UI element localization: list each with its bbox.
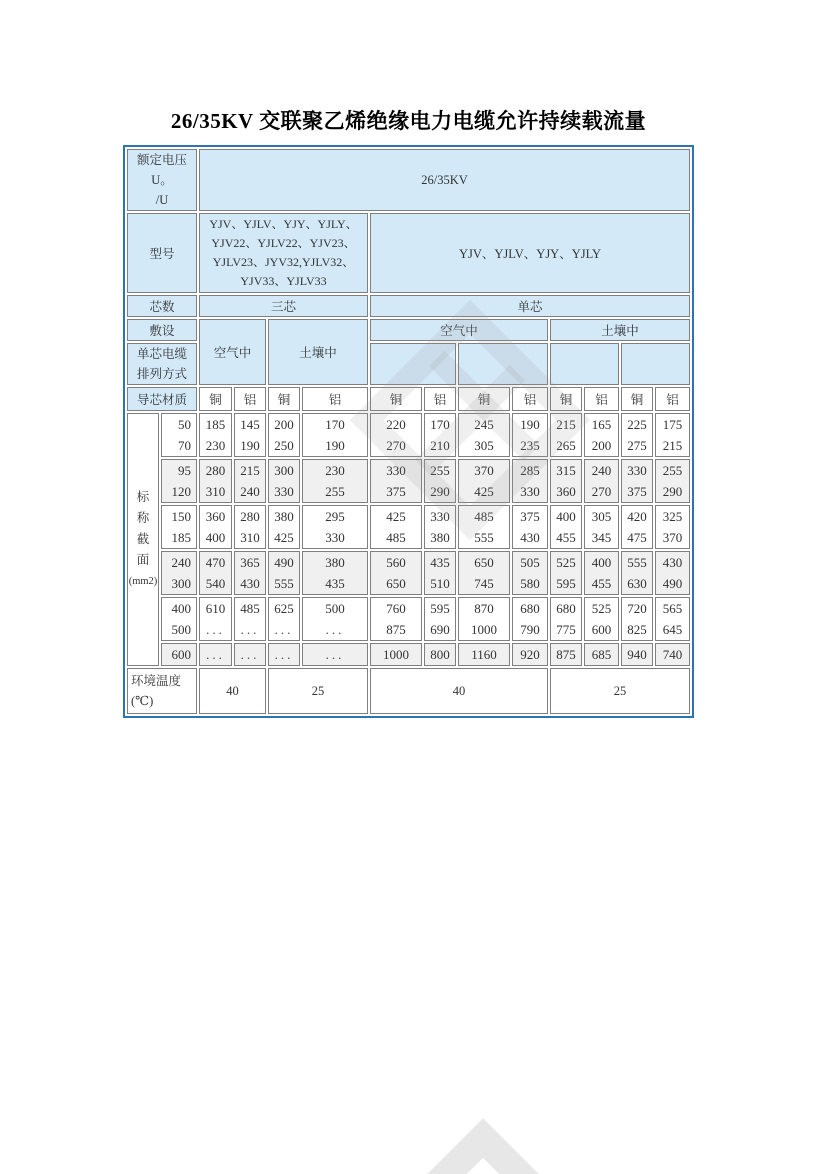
ampacity-value: 375	[627, 484, 647, 499]
ampacity-cell	[458, 413, 510, 457]
ampacity-value: 500	[325, 601, 345, 616]
ampacity-cell	[268, 505, 300, 549]
cores-single: 单芯	[370, 295, 690, 317]
ampacity-cell	[621, 551, 653, 595]
ampacity-cell	[550, 505, 582, 549]
ampacity-value: 360	[205, 509, 226, 524]
laying-three-core-air: 空气中	[199, 319, 266, 385]
ampacity-value: 270	[386, 438, 406, 453]
ampacity-value: 255	[430, 463, 450, 478]
ampacity-value: 455	[591, 576, 612, 591]
ampacity-cell	[584, 597, 619, 641]
ampacity-cell	[621, 597, 653, 641]
ampacity-value: 330	[520, 484, 540, 499]
ampacity-cell	[370, 551, 422, 595]
ampacity-value: 430	[662, 555, 683, 570]
ampacity-value: 285	[520, 463, 540, 478]
conductor-material-cell: 铝	[512, 387, 548, 411]
ampacity-cell	[199, 413, 232, 457]
cores-label: 芯数	[127, 295, 197, 317]
arrangement-label	[127, 343, 197, 385]
ampacity-value: 310	[205, 484, 226, 499]
ampacity-cell	[234, 413, 266, 457]
conductor-label: 导芯材质	[127, 387, 197, 411]
ampacity-value: 740	[662, 647, 683, 662]
ampacity-value: 310	[240, 530, 260, 545]
ampacity-value: 595	[430, 601, 450, 616]
ampacity-cell	[234, 505, 266, 549]
ampacity-value: 610	[205, 601, 226, 616]
laying-single-core-soil: 土壤中	[550, 319, 690, 341]
ampacity-cell	[621, 459, 653, 503]
ampacity-value: 230	[325, 463, 345, 478]
ampacity-value: 330	[274, 484, 294, 499]
ampacity-value: 330	[325, 530, 345, 545]
ambient-label	[127, 668, 197, 714]
ampacity-value: 940	[627, 647, 647, 662]
ampacity-value: 790	[520, 622, 540, 637]
ampacity-value: 470	[205, 555, 226, 570]
ampacity-cell	[424, 643, 456, 666]
ampacity-value: 280	[205, 463, 226, 478]
ampacity-cell	[199, 643, 232, 666]
ampacity-value: 800	[430, 647, 450, 662]
conductor-material-cell: 铜	[458, 387, 510, 411]
ampacity-cell	[512, 597, 548, 641]
ampacity-value: 330	[386, 463, 406, 478]
ampacity-cell	[621, 505, 653, 549]
ampacity-cell	[550, 643, 582, 666]
ampacity-cell	[458, 643, 510, 666]
ampacity-value: ...	[240, 647, 260, 662]
ampacity-value: 370	[662, 530, 683, 545]
ampacity-value: 540	[205, 576, 226, 591]
ampacity-value: 365	[240, 555, 260, 570]
ampacity-cell	[655, 505, 690, 549]
ampacity-value: ...	[206, 622, 225, 637]
ampacity-cell	[584, 551, 619, 595]
ampacity-value: 220	[386, 417, 406, 432]
ampacity-cell	[584, 413, 619, 457]
ampacity-value: ...	[325, 647, 345, 662]
section-area-label-char: 标	[136, 490, 150, 504]
page-title: 26/35KV 交联聚乙烯绝缘电力电缆允许持续载流量	[170, 109, 647, 133]
ampacity-value: 600	[591, 622, 612, 637]
ampacity-value: 360	[556, 484, 576, 499]
ampacity-cell	[370, 597, 422, 641]
ampacity-value: 300	[274, 463, 294, 478]
ampacity-value: 875	[556, 647, 576, 662]
ampacity-value: ...	[274, 622, 294, 637]
nominal-section-value: 400	[171, 601, 191, 616]
ampacity-cell	[370, 413, 422, 457]
ampacity-value: 240	[240, 484, 260, 499]
rated-voltage-value: 26/35KV	[199, 149, 690, 211]
ampacity-value: 690	[430, 622, 450, 637]
nominal-section-value: 500	[171, 622, 191, 637]
ampacity-cell	[458, 597, 510, 641]
ampacity-cell	[424, 505, 456, 549]
ampacity-row-group	[127, 413, 690, 457]
ampacity-value: 215	[662, 438, 683, 453]
ampacity-value: 330	[430, 509, 450, 524]
ampacity-value: 560	[386, 555, 406, 570]
ampacity-value: 555	[627, 555, 647, 570]
ampacity-value: 505	[520, 555, 540, 570]
ampacity-value: 485	[386, 530, 406, 545]
ampacity-value: 315	[556, 463, 576, 478]
nominal-section-value: 120	[171, 484, 191, 499]
ampacity-value: 325	[662, 509, 683, 524]
ampacity-value: ...	[240, 622, 260, 637]
ampacity-value: 1000	[471, 622, 497, 637]
laying-single-core-air: 空气中	[370, 319, 548, 341]
ampacity-value: 345	[591, 530, 612, 545]
ampacity-value: 1000	[383, 647, 409, 662]
ampacity-value: 185	[205, 417, 226, 432]
cores-three: 三芯	[199, 295, 368, 317]
ampacity-cell	[655, 597, 690, 641]
ampacity-value: 455	[556, 530, 576, 545]
ampacity-value: 825	[627, 622, 647, 637]
nominal-section-cell	[161, 643, 197, 666]
ampacity-value: 565	[662, 601, 683, 616]
nominal-section-cell	[161, 597, 197, 641]
ampacity-value: 555	[274, 576, 294, 591]
ampacity-value: 330	[627, 463, 647, 478]
ampacity-cell	[302, 551, 368, 595]
conductor-material-cell: 铜	[268, 387, 300, 411]
laying-row	[127, 319, 690, 341]
ampacity-value: 420	[627, 509, 647, 524]
ampacity-value: 680	[520, 601, 540, 616]
ampacity-cell	[370, 643, 422, 666]
ampacity-value: 630	[627, 576, 647, 591]
ampacity-cell	[550, 459, 582, 503]
laying-label: 敷设	[127, 319, 197, 341]
ambient-label-line1: 环境温度	[131, 674, 182, 688]
nominal-section-cell	[161, 551, 197, 595]
conductor-material-cell: 铜	[199, 387, 232, 411]
ampacity-cell	[655, 413, 690, 457]
ampacity-value: 435	[325, 576, 345, 591]
ampacity-value: 305	[591, 509, 612, 524]
ampacity-value: 305	[474, 438, 494, 453]
nominal-section-value: 150	[171, 509, 191, 524]
ambient-value: 40	[199, 668, 266, 714]
conductor-row	[127, 387, 690, 411]
conductor-material-cell: 铝	[234, 387, 266, 411]
ampacity-cell	[655, 551, 690, 595]
nominal-section-cell	[161, 413, 197, 457]
model-label: 型号	[127, 213, 197, 293]
ampacity-cell	[621, 413, 653, 457]
ampacity-cell	[234, 597, 266, 641]
conductor-material-cell: 铜	[621, 387, 653, 411]
ambient-value: 40	[370, 668, 548, 714]
ampacity-cell	[370, 505, 422, 549]
ambient-value: 25	[268, 668, 368, 714]
ampacity-value: 745	[474, 576, 494, 591]
ampacity-cell	[199, 505, 232, 549]
ambient-value: 25	[550, 668, 690, 714]
arrangement-placeholder-cell	[370, 343, 456, 385]
ampacity-value: 225	[627, 417, 647, 432]
rated-voltage-label-line2: /U	[155, 193, 169, 207]
ampacity-value: 650	[386, 576, 406, 591]
nominal-section-cell	[161, 459, 197, 503]
ampacity-cell	[234, 643, 266, 666]
ampacity-cell	[302, 597, 368, 641]
conductor-material-cell: 铝	[655, 387, 690, 411]
ampacity-value: 475	[627, 530, 647, 545]
arrangement-placeholder-cell	[621, 343, 690, 385]
ampacity-cell	[199, 597, 232, 641]
ampacity-value: 425	[386, 509, 406, 524]
ampacity-value: ...	[325, 622, 345, 637]
ampacity-value: 170	[325, 417, 345, 432]
ampacity-value: 240	[591, 463, 612, 478]
rated-voltage-label	[127, 149, 197, 211]
ampacity-value: 490	[274, 555, 294, 570]
ampacity-cell	[458, 505, 510, 549]
ampacity-value: 400	[591, 555, 612, 570]
ampacity-value: 490	[662, 576, 683, 591]
ampacity-cell	[199, 459, 232, 503]
ampacity-value: 625	[274, 601, 294, 616]
ampacity-cell	[424, 597, 456, 641]
ampacity-value: 1160	[471, 647, 497, 662]
nominal-section-value: 50	[178, 417, 191, 432]
ampacity-value: 295	[325, 509, 345, 524]
ampacity-cell	[584, 643, 619, 666]
model-single-core: YJV、YJLV、YJY、YJLY	[370, 213, 690, 293]
document-page	[123, 106, 694, 723]
ampacity-cell	[424, 413, 456, 457]
ampacity-cell	[458, 459, 510, 503]
ampacity-cell	[655, 643, 690, 666]
rated-voltage-row	[127, 149, 690, 211]
ampacity-value: 430	[520, 530, 540, 545]
nominal-section-value: 95	[178, 463, 191, 478]
nominal-section-value: 185	[171, 530, 191, 545]
ampacity-value: 425	[274, 530, 294, 545]
ampacity-cell	[512, 505, 548, 549]
ampacity-cell	[302, 643, 368, 666]
ampacity-value: 215	[556, 417, 576, 432]
ampacity-value: 190	[325, 438, 345, 453]
ampacity-cell	[550, 413, 582, 457]
ampacity-value: 145	[240, 417, 260, 432]
ampacity-value: 230	[205, 438, 226, 453]
cores-row	[127, 295, 690, 317]
ampacity-value: 920	[520, 647, 540, 662]
ampacity-row-group	[127, 459, 690, 503]
ampacity-table-frame	[123, 145, 694, 718]
ampacity-value: 485	[240, 601, 260, 616]
ambient-label-line2: (℃)	[131, 694, 154, 708]
ampacity-cell	[550, 597, 582, 641]
model-row	[127, 213, 690, 293]
ampacity-value: 250	[274, 438, 294, 453]
ampacity-value: ...	[274, 647, 294, 662]
ampacity-cell	[268, 643, 300, 666]
ampacity-value: 190	[520, 417, 540, 432]
ampacity-value: ...	[206, 647, 225, 662]
conductor-material-cell: 铝	[584, 387, 619, 411]
ampacity-value: 215	[240, 463, 260, 478]
nominal-section-value: 70	[178, 438, 191, 453]
ampacity-cell	[234, 459, 266, 503]
ampacity-cell	[302, 505, 368, 549]
section-area-label-char: 面	[136, 553, 150, 567]
ampacity-cell	[268, 597, 300, 641]
ampacity-value: 255	[662, 463, 683, 478]
conductor-material-cell: 铝	[424, 387, 456, 411]
ampacity-cell	[370, 459, 422, 503]
ampacity-table	[125, 147, 692, 716]
diamond-logo-watermark-icon	[330, 1118, 635, 1174]
ampacity-cell	[655, 459, 690, 503]
ampacity-cell	[458, 551, 510, 595]
arrangement-label-line1: 单芯电缆	[136, 347, 187, 361]
ampacity-value: 580	[520, 576, 540, 591]
ampacity-value: 555	[474, 530, 494, 545]
ampacity-value: 200	[274, 417, 294, 432]
ambient-temperature-row	[127, 668, 690, 714]
ampacity-cell	[268, 413, 300, 457]
ampacity-value: 370	[474, 463, 494, 478]
conductor-material-cell: 铝	[302, 387, 368, 411]
ampacity-value: 425	[474, 484, 494, 499]
rated-voltage-label-line1: 额定电压U。	[136, 153, 187, 187]
nominal-section-cell	[161, 505, 197, 549]
ampacity-cell	[424, 459, 456, 503]
ampacity-value: 525	[556, 555, 576, 570]
nominal-section-value: 240	[171, 555, 191, 570]
ampacity-value: 525	[591, 601, 612, 616]
ampacity-value: 210	[430, 438, 450, 453]
ampacity-value: 175	[662, 417, 683, 432]
ampacity-value: 380	[274, 509, 294, 524]
ampacity-value: 680	[556, 601, 576, 616]
ampacity-cell	[512, 413, 548, 457]
ampacity-value: 275	[627, 438, 647, 453]
ampacity-value: 170	[430, 417, 450, 432]
nominal-section-value: 300	[171, 576, 191, 591]
ampacity-cell	[512, 459, 548, 503]
ampacity-row-group	[127, 597, 690, 641]
arrangement-label-line2: 排列方式	[136, 367, 187, 381]
ampacity-cell	[512, 551, 548, 595]
ampacity-value: 650	[474, 555, 494, 570]
section-area-label-char: 称	[136, 511, 150, 525]
ampacity-value: 245	[474, 417, 494, 432]
ampacity-cell	[302, 459, 368, 503]
ampacity-cell	[621, 643, 653, 666]
ampacity-value: 400	[556, 509, 576, 524]
ampacity-value: 870	[474, 601, 494, 616]
ampacity-value: 380	[430, 530, 450, 545]
ampacity-value: 190	[240, 438, 260, 453]
ampacity-cell	[268, 551, 300, 595]
nominal-section-value: 600	[171, 647, 191, 662]
ampacity-cell	[424, 551, 456, 595]
conductor-material-cell: 铜	[370, 387, 422, 411]
ampacity-value: 280	[240, 509, 260, 524]
arrangement-placeholder-cell	[458, 343, 548, 385]
ampacity-value: 380	[325, 555, 345, 570]
ampacity-value: 270	[591, 484, 612, 499]
ampacity-value: 400	[205, 530, 226, 545]
ampacity-value: 235	[520, 438, 540, 453]
ampacity-value: 645	[662, 622, 683, 637]
ampacity-cell	[512, 643, 548, 666]
ampacity-value: 485	[474, 509, 494, 524]
section-area-label-char: 截	[136, 532, 150, 546]
ampacity-value: 200	[591, 438, 612, 453]
ampacity-value: 290	[430, 484, 450, 499]
ampacity-value: 290	[662, 484, 683, 499]
ampacity-value: 430	[240, 576, 260, 591]
laying-three-core-soil: 土壤中	[268, 319, 368, 385]
ampacity-cell	[550, 551, 582, 595]
ampacity-row-group	[127, 551, 690, 595]
ampacity-cell	[234, 551, 266, 595]
ampacity-value: 775	[556, 622, 576, 637]
conductor-material-cell: 铜	[550, 387, 582, 411]
ampacity-value: 685	[591, 647, 612, 662]
section-area-label	[127, 413, 159, 666]
ampacity-value: 595	[556, 576, 576, 591]
ampacity-value: 760	[386, 601, 406, 616]
ampacity-value: 510	[430, 576, 450, 591]
ampacity-value: 875	[386, 622, 406, 637]
ampacity-cell	[199, 551, 232, 595]
model-three-core: YJV、YJLV、YJY、YJLY、YJV22、YJLV22、YJV23、YJLV23、JYV32,YJLV32、YJV33、YJLV33	[199, 213, 368, 293]
ampacity-value: 375	[386, 484, 406, 499]
ampacity-value: 255	[325, 484, 345, 499]
ampacity-cell	[584, 505, 619, 549]
ampacity-value: 435	[430, 555, 450, 570]
ampacity-value: 375	[520, 509, 540, 524]
ampacity-cell	[268, 459, 300, 503]
ampacity-cell	[584, 459, 619, 503]
ampacity-value: 165	[591, 417, 612, 432]
arrangement-placeholder-cell	[550, 343, 619, 385]
ampacity-row-group	[127, 643, 690, 666]
ampacity-row-group	[127, 505, 690, 549]
ampacity-value: 265	[556, 438, 576, 453]
ampacity-cell	[302, 413, 368, 457]
section-area-label-char: (mm2)	[128, 576, 158, 587]
ampacity-value: 720	[627, 601, 647, 616]
